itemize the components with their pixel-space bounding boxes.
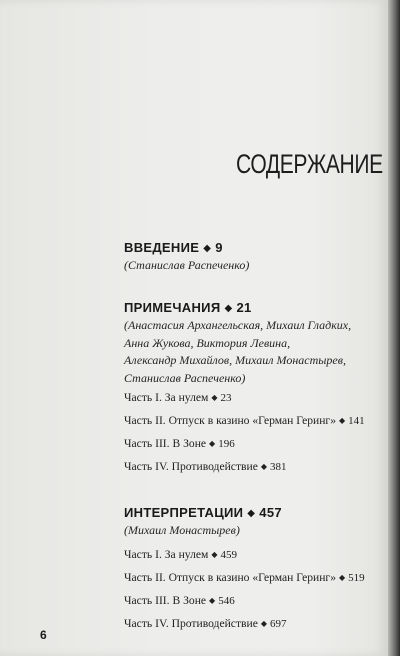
toc-entry[interactable] [124,566,365,589]
entry-label: Часть I. За нулем [124,391,209,404]
entry-page-number: 546 [218,595,235,607]
toc-entry[interactable] [124,386,365,409]
separator-diamond: ◆ [247,508,256,519]
separator-diamond: ◆ [339,416,346,425]
separator-diamond: ◆ [209,439,216,448]
page-number: 6 [40,628,47,642]
section-authors [124,522,282,540]
toc-entry[interactable] [124,455,365,478]
interpretations-entries [124,543,365,635]
separator-diamond: ◆ [260,462,267,471]
author-line: (Анастасия Архангельская, Михаил Гладких, [124,318,352,332]
separator-diamond: ◆ [203,243,212,254]
section-interpretations [124,505,282,540]
separator-diamond: ◆ [209,596,216,605]
section-authors [124,317,351,387]
entry-page-number: 519 [348,572,365,584]
section-page-number: 457 [259,505,282,520]
entry-page-number: 381 [270,461,287,473]
section-heading-text: ПРИМЕЧАНИЯ [124,300,221,315]
entry-label: Часть IV. Противодействие [124,460,258,473]
section-authors [124,257,249,275]
toc-entry[interactable] [124,612,365,635]
section-page-number: 21 [236,300,252,315]
entry-page-number: 459 [220,549,238,561]
notes-entries [124,386,365,478]
separator-diamond: ◆ [260,619,267,628]
section-notes [124,300,351,387]
author-line: (Станислав Распеченко) [124,258,250,272]
entry-label: Часть IV. Противодействие [124,617,258,630]
author-line: Станислав Распеченко) [124,370,246,385]
author-line: (Михаил Монастырев) [124,523,240,537]
entry-page-number: 196 [218,438,235,450]
author-line: Александр Михайлов, Михаил Монастырев, [124,353,346,367]
toc-entry[interactable] [124,409,365,432]
toc-entry[interactable] [124,432,365,455]
author-line: Анна Жукова, Виктория Левина, [124,335,291,350]
book-spine-edge [388,0,400,656]
section-heading-text: ИНТЕРПРЕТАЦИИ [124,505,244,520]
separator-diamond: ◆ [211,393,218,402]
section-heading [124,505,282,520]
entry-label: Часть II. Отпуск в казино «Герман Геринг» [124,414,336,427]
toc-entry[interactable] [124,589,365,612]
entry-page-number: 697 [270,618,287,630]
entry-label: Часть III. В Зоне [124,594,207,607]
section-heading-text: ВВЕДЕНИЕ [124,240,200,255]
section-heading [124,240,249,255]
entry-label: Часть III. В Зоне [124,437,207,450]
separator-diamond: ◆ [224,303,233,314]
entry-label: Часть I. За нулем [124,548,209,561]
section-introduction [124,240,249,275]
entry-page-number: 141 [348,415,365,427]
toc-entry[interactable] [124,543,365,566]
entry-label: Часть II. Отпуск в казино «Герман Геринг» [124,571,336,584]
separator-diamond: ◆ [339,573,346,582]
entry-page-number: 23 [220,392,232,404]
section-page-number: 9 [215,240,223,255]
separator-diamond: ◆ [211,550,218,559]
contents-title: СОДЕРЖАНИЕ [236,149,383,179]
section-heading [124,300,351,315]
